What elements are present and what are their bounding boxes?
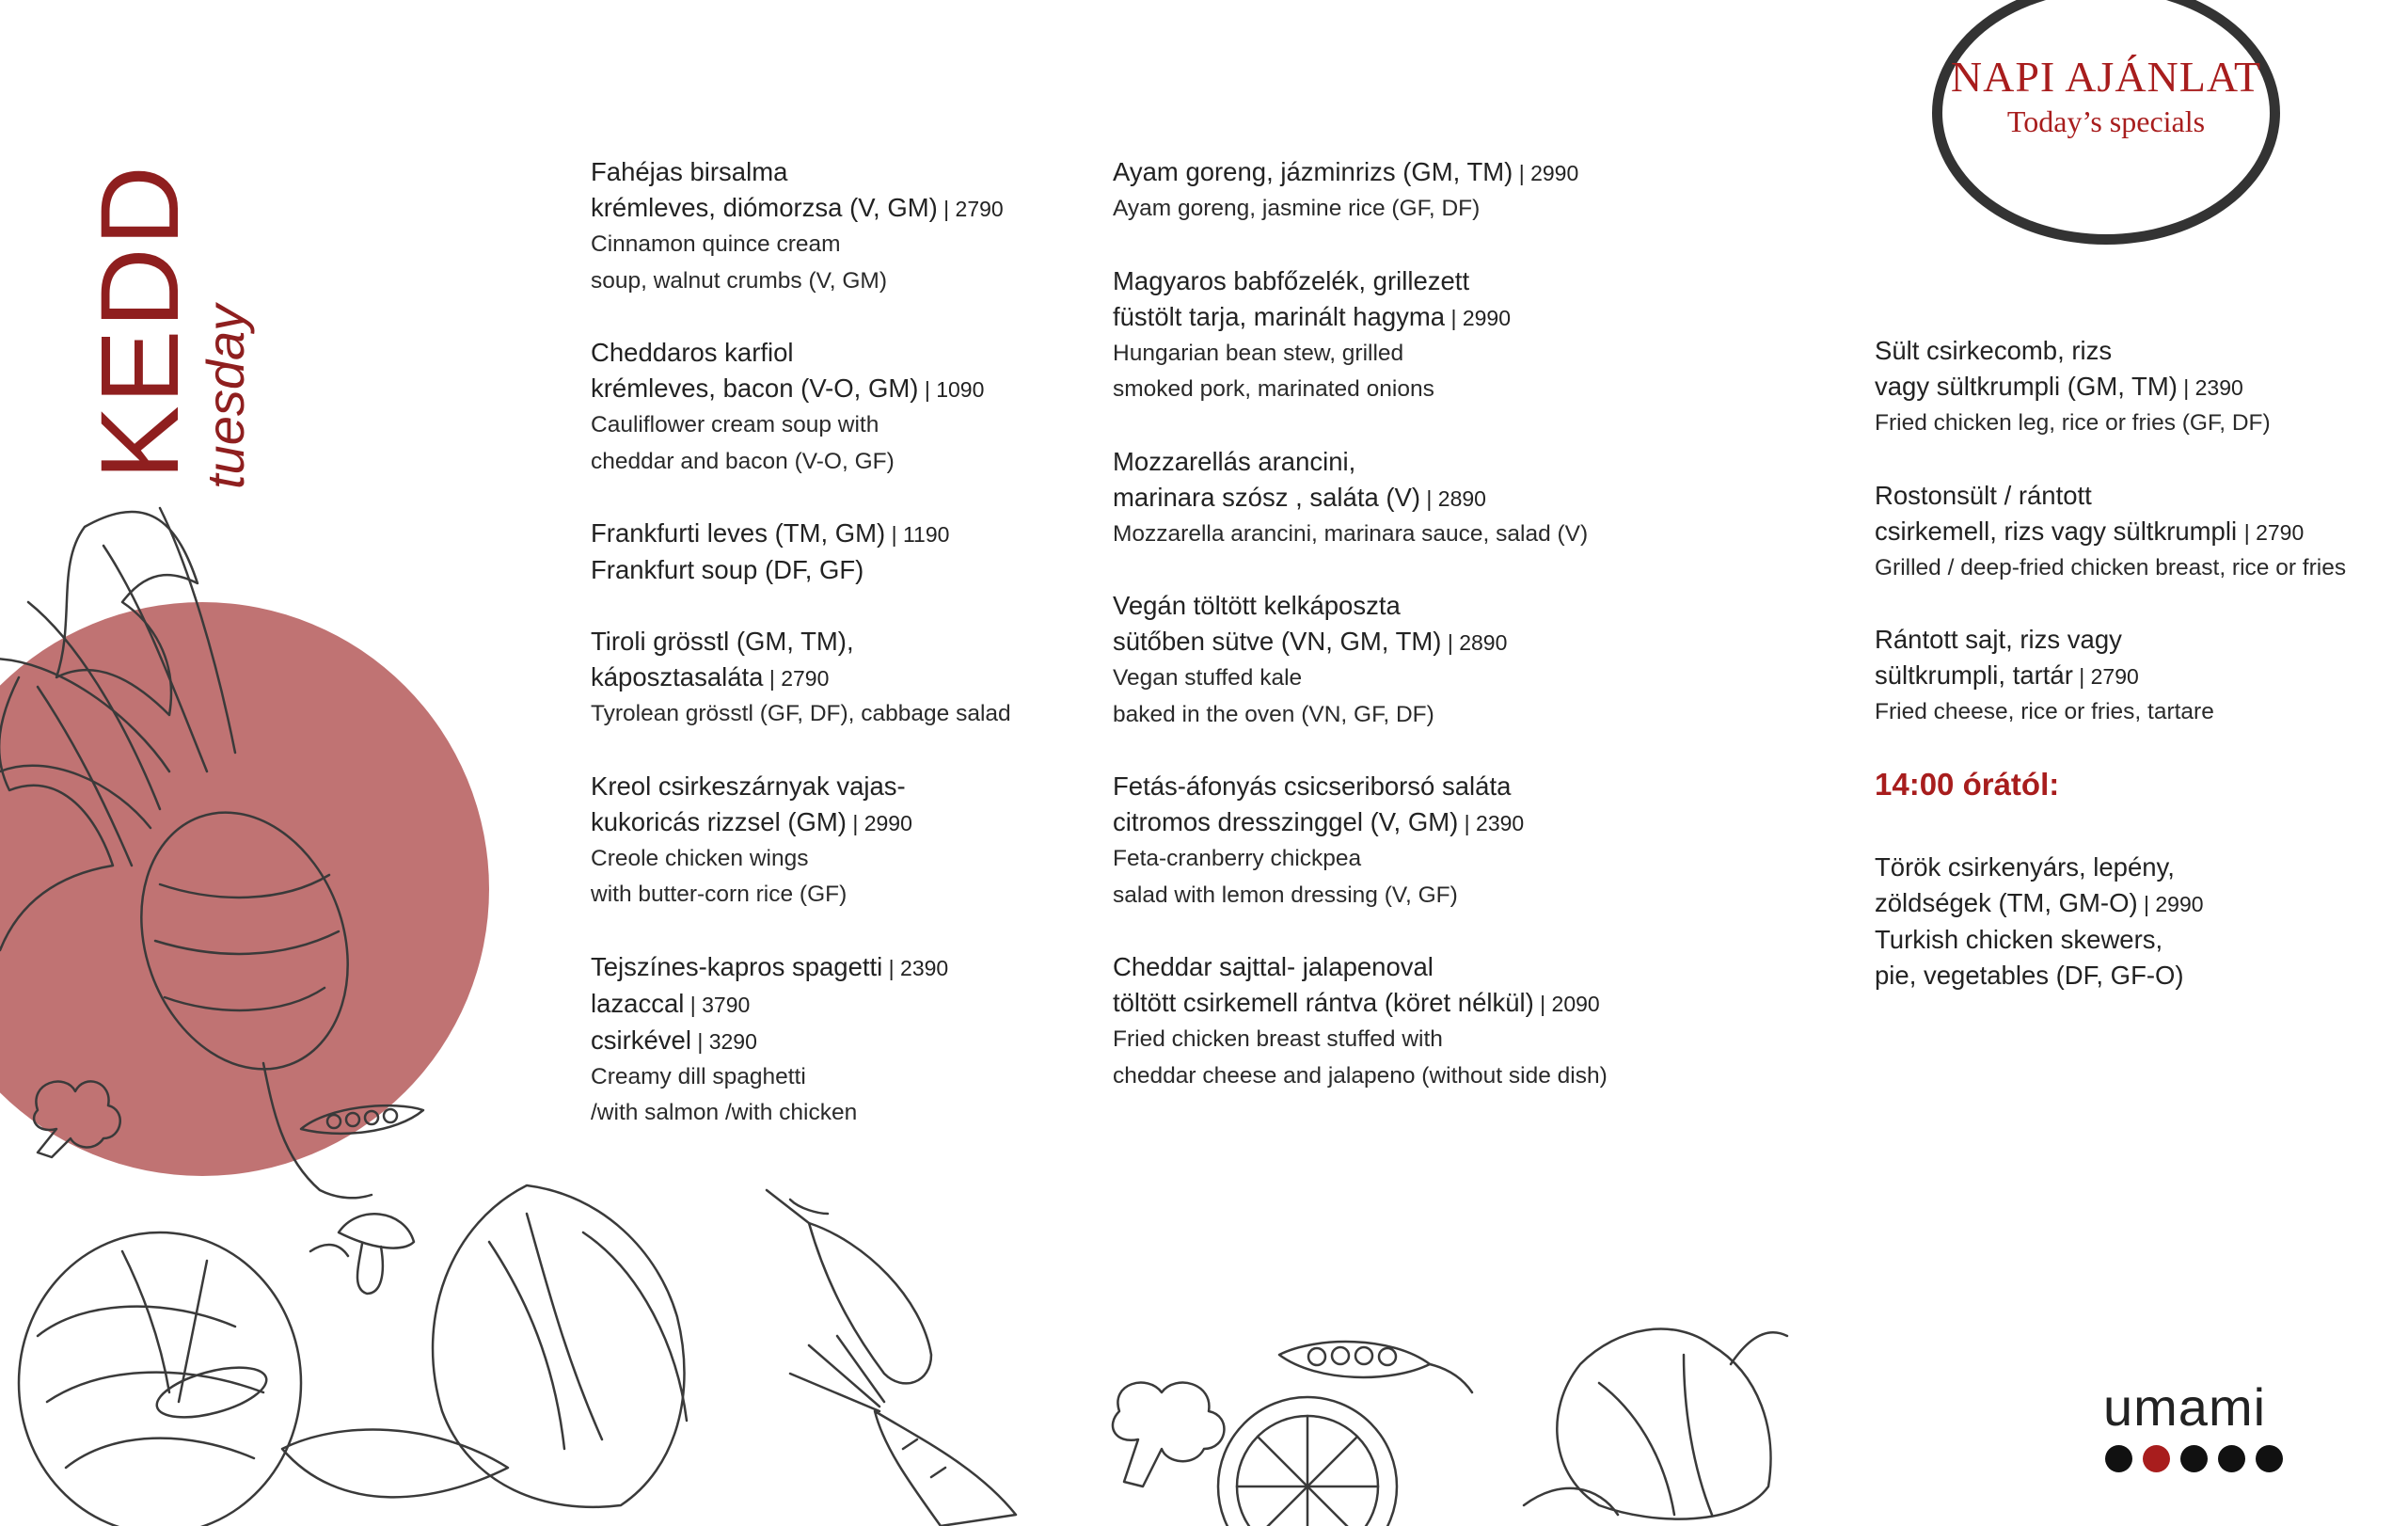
dish-name-text: pie, vegetables (DF, GF-O) [1875, 960, 2184, 990]
menu-item [1875, 333, 2401, 442]
dish-name-text: Fahéjas birsalma [591, 157, 788, 186]
section-heading: 14:00 órától: [1875, 766, 2060, 802]
menu-item [1113, 949, 1696, 1094]
dish-name-text: Sült csirkecomb, rizs [1875, 336, 2113, 365]
dish-name-line [1113, 480, 1696, 517]
dish-name-text: kukoricás rizzsel (GM) [591, 806, 847, 836]
dish-name-line [1113, 263, 1696, 299]
menu-item [1113, 588, 1696, 733]
menu-item [591, 624, 1080, 733]
logo-dot [2256, 1445, 2283, 1472]
dish-name-text: Török csirkenyárs, lepény, [1875, 851, 2175, 882]
dish-translation-line: Tyrolean grösstl (GF, DF), cabbage salad [591, 701, 1011, 726]
dish-name-text: Frankfurti leves (TM, GM) [591, 518, 886, 548]
dish-name-line [591, 804, 1080, 841]
dish-name-line [591, 1023, 1080, 1059]
dish-name-line [591, 190, 1080, 227]
dish-price: | 1190 [885, 522, 950, 547]
logo-dot [2180, 1445, 2208, 1472]
dish-name-text: Frankfurt soup (DF, GF) [591, 555, 864, 584]
dish-price: | 2090 [1533, 992, 1600, 1016]
dish-name-line [1113, 769, 1696, 804]
dish-name-text: Tejszínes-kapros spagetti [591, 951, 883, 981]
dish-price: | 2890 [1441, 630, 1508, 655]
menu-column-2 [1113, 154, 1696, 1130]
dish-name-text: lazaccal [591, 988, 685, 1018]
dish-name-line [591, 949, 1080, 986]
dish-name-line [591, 769, 1080, 804]
dish-name-line [591, 154, 1080, 190]
dish-name-line [591, 552, 1080, 588]
menu-item [1875, 850, 2401, 993]
dish-price: | 3290 [690, 1028, 757, 1054]
dish-translation-line: Grilled / deep-fried chicken breast, rice or fries [1875, 554, 2347, 580]
dish-translation-line: Vegan stuffed kale [1113, 665, 1303, 691]
dish-name-line [1113, 299, 1696, 336]
menu-item [1875, 478, 2401, 587]
menu-item [591, 154, 1080, 299]
day-subtitle: tuesday [196, 304, 255, 489]
dish-translation-line: Hungarian bean stew, grilled [1113, 340, 1404, 366]
logo-dot-accent [2143, 1445, 2170, 1472]
dish-name-text: vagy sültkrumpli (GM, TM) [1875, 372, 2178, 401]
dish-translation-line: Creamy dill spaghetti [591, 1063, 806, 1089]
badge-subtitle: Today’s specials [2006, 104, 2206, 138]
dish-name-line [1113, 624, 1696, 660]
dish-name-line [1875, 622, 2401, 658]
dish-name-text: csirkemell, rizs vagy sültkrumpli [1875, 516, 2244, 546]
dish-name-text: Rostonsült / rántott [1875, 480, 2092, 510]
dish-translation-line: soup, walnut crumbs (V, GM) [591, 267, 887, 294]
dish-name-line [1875, 885, 2401, 922]
dish-price: | 2390 [2177, 375, 2243, 400]
dish-translation-line: Fried cheese, rice or fries, tartare [1875, 699, 2214, 724]
dish-name-text: sütőben sütve (VN, GM, TM) [1113, 627, 1442, 656]
dish-price: | 2790 [763, 666, 830, 691]
dish-name-line [1113, 949, 1696, 985]
dish-translation-line: /with salmon /with chicken [591, 1100, 858, 1125]
dish-name-line [591, 335, 1080, 371]
dish-name-text: Rántott sajt, rizs vagy [1875, 625, 2122, 654]
dish-name-text: Fetás-áfonyás csicseriborsó saláta [1113, 771, 1512, 801]
dish-name-text: töltött csirkemell rántva (köret nélkül) [1113, 988, 1534, 1017]
dish-name-text: sültkrumpli, tartár [1875, 660, 2073, 690]
artichoke-illustration-2 [1524, 1329, 1787, 1519]
dish-translation-line: Feta-cranberry chickpea [1113, 846, 1362, 871]
artichoke-illustration [19, 1232, 301, 1526]
menu-item [1113, 769, 1696, 914]
dish-name-line [591, 660, 1080, 696]
pea-pod-illustration-2 [1279, 1342, 1472, 1392]
dish-price: | 2990 [1513, 161, 1579, 185]
dish-name-text: Turkish chicken skewers, [1875, 924, 2163, 954]
menu-item [1113, 263, 1696, 408]
dish-name-line [1875, 850, 2401, 885]
logo-wordmark: umami [2103, 1377, 2267, 1437]
dish-translation-line: with butter-corn rice (GF) [591, 882, 848, 907]
dish-name-text: Cheddaros karfiol [591, 338, 794, 367]
dish-price: | 2790 [2243, 519, 2305, 545]
dish-name-line [591, 624, 1080, 660]
dish-name-text: Kreol csirkeszárnyak vajas- [591, 771, 906, 801]
dish-name-text: Vegán töltött kelkáposzta [1113, 591, 1401, 620]
menu-item [591, 949, 1080, 1132]
dish-price: | 2790 [937, 197, 1004, 221]
logo-dot [2218, 1445, 2245, 1472]
dish-name-line [591, 986, 1080, 1023]
dish-name-line [1875, 333, 2401, 369]
dish-translation-line: cheddar cheese and jalapeno (without side dish) [1113, 1062, 1608, 1089]
carrot-illustration [790, 1336, 1016, 1526]
dish-name-line [1875, 922, 2401, 958]
menu-item [1875, 622, 2401, 731]
dish-name-text: füstölt tarja, marinált hagyma [1113, 301, 1446, 331]
badge-title: NAPI AJÁNLAT [1950, 53, 2262, 101]
dish-name-line [1875, 369, 2401, 405]
menu-column-3 [1875, 333, 2401, 1029]
menu-item [591, 335, 1080, 480]
dish-name-line [1113, 985, 1696, 1022]
dish-name-text: krémleves, bacon (V-O, GM) [591, 374, 919, 403]
dish-name-line [1875, 478, 2401, 514]
dish-translation-line: baked in the oven (VN, GF, DF) [1113, 701, 1434, 727]
menu-item [1113, 154, 1696, 228]
mushroom-illustration [310, 1214, 414, 1294]
menu-item [1113, 444, 1696, 553]
menu-item [591, 516, 1080, 588]
pea-pod-illustration [301, 1105, 423, 1134]
dish-price: | 2990 [1445, 305, 1511, 330]
dish-name-line [591, 516, 1080, 552]
dish-price: | 1090 [918, 377, 985, 402]
dish-name-text: marinara szósz , saláta (V) [1113, 482, 1421, 512]
dish-name-text: zöldségek (TM, GM-O) [1875, 887, 2138, 917]
dish-translation-line: smoked pork, marinated onions [1113, 376, 1434, 402]
dish-name-text: citromos dresszinggel (V, GM) [1113, 807, 1459, 836]
dish-price: | 2390 [882, 955, 949, 980]
dish-name-line [1113, 804, 1696, 841]
dish-name-line [591, 371, 1080, 407]
dish-translation-line: cheddar and bacon (V-O, GF) [591, 448, 895, 474]
dish-price: | 2990 [846, 810, 912, 835]
dish-price: | 3790 [684, 992, 751, 1017]
dish-name-text: Ayam goreng, jázminrizs (GM, TM) [1113, 157, 1513, 186]
dish-name-line [1875, 514, 2401, 550]
dish-translation-line: Ayam goreng, jasmine rice (GF, DF) [1113, 196, 1481, 221]
dish-name-line [1113, 444, 1696, 480]
dish-price: | 2390 [1458, 811, 1525, 835]
dish-translation-line: Fried chicken leg, rice or fries (GF, DF) [1875, 410, 2271, 436]
logo-dot [2105, 1445, 2132, 1472]
dish-name-text: Magyaros babfőzelék, grillezett [1113, 265, 1470, 295]
broccoli-illustration [34, 1081, 120, 1157]
broccoli-illustration-2 [1113, 1383, 1224, 1486]
beet-illustration [0, 508, 383, 1198]
umami-logo [2103, 1377, 2310, 1472]
dish-translation-line: salad with lemon dressing (V, GF) [1113, 882, 1458, 908]
lemon-slice-illustration [1218, 1397, 1397, 1526]
logo-dots [2105, 1445, 2310, 1472]
dish-name-text: csirkével [591, 1025, 691, 1055]
dish-price: | 2890 [1420, 485, 1486, 511]
dish-translation-line: Mozzarella arancini, marinara sauce, salad (V) [1113, 520, 1589, 547]
dish-name-line [1875, 658, 2401, 694]
dish-name-line [1875, 958, 2401, 993]
dish-name-text: krémleves, diómorzsa (V, GM) [591, 193, 938, 222]
dish-name-text: káposztasaláta [591, 662, 764, 691]
dish-name-line [1113, 154, 1696, 191]
dish-translation-line: Cauliflower cream soup with [591, 412, 879, 437]
dish-name-text: Tiroli grösstl (GM, TM), [591, 627, 854, 656]
menu-column-1 [591, 154, 1080, 1168]
dish-name-text: Cheddar sajttal- jalapenoval [1113, 952, 1434, 981]
dish-price: | 2790 [2072, 664, 2139, 689]
dish-name-text: Mozzarellás arancini, [1113, 446, 1356, 476]
dish-translation-line: Creole chicken wings [591, 845, 809, 871]
menu-item [591, 769, 1080, 914]
dish-price: | 2990 [2137, 891, 2204, 916]
day-title: KEDD [78, 164, 202, 480]
dish-name-line [1113, 588, 1696, 624]
dish-translation-line: Cinnamon quince cream [591, 231, 841, 257]
dish-translation-line: Fried chicken breast stuffed with [1113, 1026, 1443, 1052]
